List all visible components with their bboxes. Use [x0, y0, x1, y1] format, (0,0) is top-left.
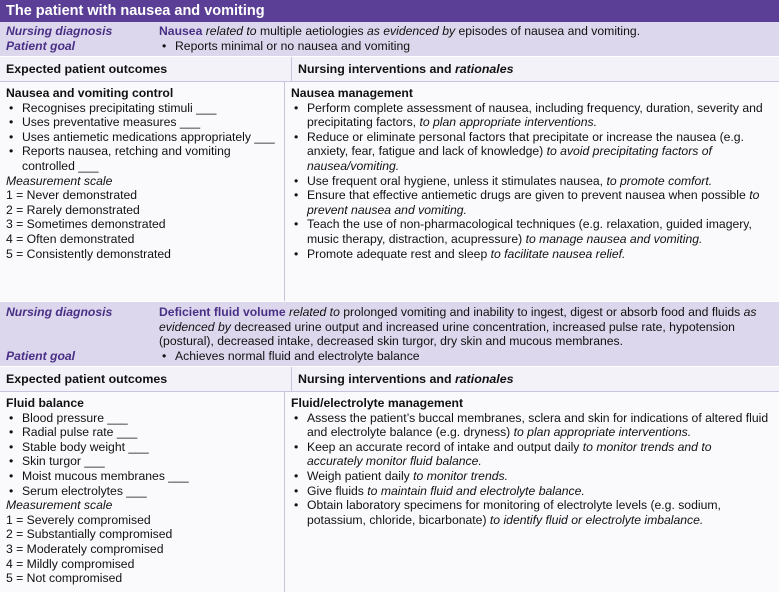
outcome-item: • Radial pulse rate ___	[6, 425, 284, 440]
intervention-rationale: to avoid precipitating factors of nausea/vomiting.	[307, 144, 712, 173]
patient-goal-label: Patient goal	[6, 38, 76, 53]
column-headers	[0, 57, 779, 82]
intervention-item	[291, 484, 769, 499]
intervention-text: Obtain laboratory specimens for monitoring of electrolyte levels (e.g. sodium, potassium, chloride, bicarbonate)	[307, 498, 721, 527]
interventions-column	[285, 82, 779, 301]
intervention-item	[291, 188, 769, 217]
outcome-item: • Stable body weight ___	[6, 440, 284, 455]
intervention-list	[291, 101, 769, 262]
intervention-item	[291, 498, 769, 527]
scale-level: 4 = Mildly compromised	[6, 556, 135, 571]
interventions-column	[285, 392, 779, 592]
outcomes-header: Expected patient outcomes	[0, 57, 292, 81]
section-fluid	[0, 392, 779, 592]
diagnosis-row-nausea	[0, 22, 779, 57]
outcome-item: • Skin turgor ___	[6, 454, 284, 469]
intervention-title: Fluid/electrolyte management	[291, 396, 464, 410]
as-evidenced-by: as evidenced by	[159, 305, 757, 334]
intervention-text: Teach the use of non-pharmacological techniques (e.g. relaxation, guided imagery, music therapy, distraction, acupressure)	[307, 217, 752, 246]
intervention-rationale: to facilitate nausea relief.	[490, 246, 626, 261]
intervention-rationale: to promote comfort.	[606, 173, 713, 188]
scale-level: 2 = Rarely demonstrated	[6, 202, 140, 217]
intervention-title: Nausea management	[291, 86, 413, 100]
outcomes-column	[0, 82, 285, 301]
scale-level: 4 = Often demonstrated	[6, 231, 135, 246]
diagnosis-term: Deficient fluid volume	[159, 305, 286, 319]
related-to: related to	[205, 24, 257, 38]
scale-level: 5 = Not compromised	[6, 571, 123, 586]
intervention-text: Ensure that effective antiemetic drugs are given to prevent nausea when possible	[307, 188, 750, 203]
measurement-scale	[6, 513, 284, 586]
outcome-item: • Blood pressure ___	[6, 411, 284, 426]
scale-level: 1 = Severely compromised	[6, 512, 151, 527]
scale-level: 2 = Substantially compromised	[6, 527, 173, 542]
outcomes-header: Expected patient outcomes	[0, 367, 292, 391]
interventions-header-rationales: rationales	[454, 372, 514, 386]
diagnosis-statement	[159, 305, 773, 349]
scale-title: Measurement scale	[6, 173, 113, 188]
diagnosis-statement	[159, 24, 773, 39]
scale-level: 3 = Moderately compromised	[6, 541, 164, 556]
diagnosis-evidence: episodes of nausea and vomiting.	[455, 24, 641, 38]
outcome-item: • Uses preventative measures ___	[6, 115, 284, 130]
diagnosis-row-fluid	[0, 301, 779, 367]
intervention-rationale: to maintain fluid and electrolyte balance.	[367, 483, 585, 498]
scale-level: 3 = Sometimes demonstrated	[6, 217, 166, 232]
interventions-header-text: Nursing interventions and	[298, 62, 455, 76]
intervention-item	[291, 174, 769, 189]
intervention-rationale: to plan appropriate interventions.	[513, 425, 692, 440]
intervention-text: Assess the patient’s buccal membranes, sclera and skin for indications of altered fluid and electrolyte balance (e.g. dryness)	[307, 410, 769, 440]
outcome-item: • Reports nausea, retching and vomiting controlled ___	[6, 144, 284, 173]
intervention-rationale: to monitor trends and to accurately monitor fluid balance.	[307, 439, 712, 469]
interventions-header-rationales: rationales	[454, 62, 514, 76]
intervention-item	[291, 440, 769, 469]
interventions-header	[292, 57, 779, 81]
intervention-text: Perform complete assessment of nausea, including frequency, duration, severity and precipitating factors,	[307, 100, 763, 130]
outcome-item: • Uses antiemetic medications appropriately ___	[6, 130, 284, 145]
related-to: related to	[289, 305, 340, 319]
interventions-header	[292, 367, 779, 391]
page-title: The patient with nausea and vomiting	[0, 0, 779, 22]
intervention-rationale: to plan appropriate interventions.	[419, 115, 597, 130]
diagnosis-cause: multiple aetiologies	[256, 24, 368, 38]
section-nausea	[0, 82, 779, 301]
nursing-diagnosis-label: Nursing diagnosis	[6, 24, 113, 38]
diagnosis-cause: prolonged vomiting and inability to ingest, digest or absorb food and fluids	[339, 305, 744, 319]
outcome-item: • Moist mucous membranes ___	[6, 469, 284, 484]
intervention-item	[291, 130, 769, 174]
outcome-title: Fluid balance	[6, 396, 84, 410]
outcomes-column	[0, 392, 285, 592]
intervention-text: Use frequent oral hygiene, unless it stimulates nausea,	[307, 173, 607, 188]
nursing-diagnosis-label: Nursing diagnosis	[6, 305, 113, 319]
outcome-list	[6, 101, 284, 174]
intervention-text: Give fluids	[307, 483, 368, 498]
intervention-list	[291, 411, 769, 528]
outcome-item: • Recognises precipitating stimuli ___	[6, 101, 284, 116]
intervention-text: Promote adequate rest and sleep	[307, 246, 491, 261]
intervention-rationale: to manage nausea and vomiting.	[525, 231, 703, 246]
measurement-scale	[6, 188, 284, 261]
diagnosis-evidence: decreased urine output and increased urine concentration, increased pulse rate, hypotension (postural), decreased intake, decreased skin turgor, dry skin and mucous membranes.	[159, 319, 735, 348]
patient-goal: • Reports minimal or no nausea and vomiting	[159, 39, 773, 54]
patient-goal: • Achieves normal fluid and electrolyte balance	[159, 349, 773, 364]
intervention-text: Keep an accurate record of intake and output daily	[307, 439, 583, 454]
outcome-title: Nausea and vomiting control	[6, 86, 174, 100]
column-headers	[0, 367, 779, 392]
scale-level: 5 = Consistently demonstrated	[6, 246, 171, 261]
intervention-item	[291, 469, 769, 484]
diagnosis-term: Nausea	[159, 24, 203, 38]
scale-level: 1 = Never demonstrated	[6, 188, 138, 203]
interventions-header-text: Nursing interventions and	[298, 372, 455, 386]
intervention-rationale: to prevent nausea and vomiting.	[307, 188, 760, 217]
intervention-item	[291, 217, 769, 246]
scale-title: Measurement scale	[6, 498, 113, 513]
intervention-rationale: to monitor trends.	[413, 468, 508, 483]
intervention-item	[291, 411, 769, 440]
outcome-item: • Serum electrolytes ___	[6, 484, 284, 499]
as-evidenced-by: as evidenced by	[367, 24, 456, 38]
intervention-item	[291, 101, 769, 130]
intervention-text: Weigh patient daily	[307, 468, 414, 483]
intervention-rationale: to identify fluid or electrolyte imbalance.	[489, 512, 704, 527]
patient-goal-label: Patient goal	[6, 349, 76, 363]
intervention-text: Reduce or eliminate personal factors that precipitate or increase the nausea (e.g. anxiety, fear, fatigue and lack of knowledge)	[307, 129, 744, 159]
intervention-item	[291, 247, 769, 262]
outcome-list	[6, 411, 284, 499]
